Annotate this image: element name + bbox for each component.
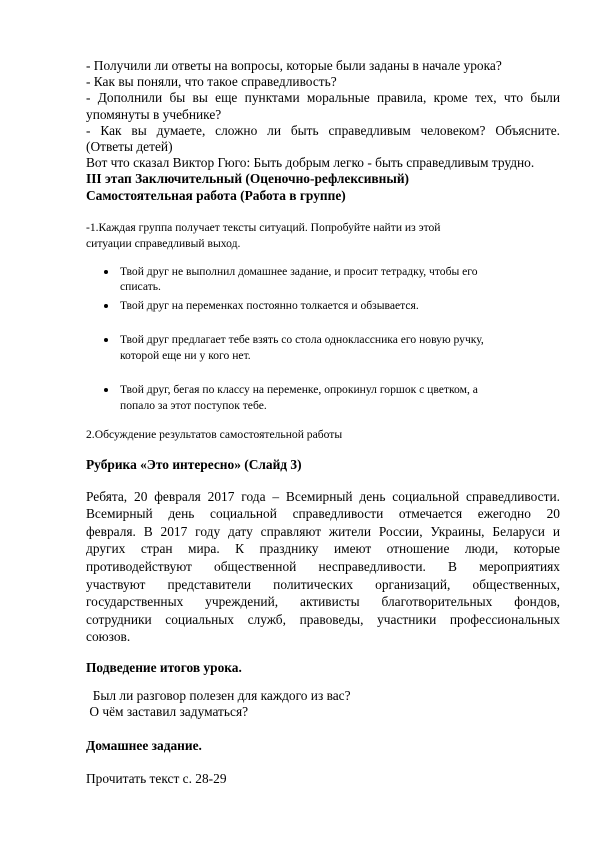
independent-work-title: Самостоятельная работа (Работа в группе) bbox=[86, 187, 346, 203]
question-line: - Получили ли ответы на вопросы, которые были заданы в начале урока? bbox=[86, 58, 502, 73]
homework-text: Прочитать текст с. 28-29 bbox=[86, 770, 227, 786]
hugo-quote: Вот что сказал Виктор Гюго: Быть добрым легко - быть справедливым трудно. bbox=[86, 155, 535, 171]
situation-item: Твой друг, бегая по классу на переменке, опрокинул горшок с цветком, а попало за этот поступок тебе. bbox=[86, 382, 560, 413]
question-line: - Дополнили бы вы еще пунктами моральные правила, кроме тех, что были bbox=[86, 90, 560, 106]
bullet-icon bbox=[104, 388, 108, 392]
situation-item: Твой друг на переменках постоянно толкается и обзывается. bbox=[86, 298, 560, 314]
task-intro-line: ситуации справедливый выход. bbox=[86, 236, 241, 250]
situation-item: Твой друг не выполнил домашнее задание, и просит тетрадку, чтобы его списать. bbox=[86, 264, 560, 295]
task-intro-line: -1.Каждая группа получает тексты ситуаций. Попробуйте найти из этой bbox=[86, 220, 441, 234]
bullet-icon bbox=[104, 338, 108, 342]
bullet-icon bbox=[104, 304, 108, 308]
situation-item: Твой друг предлагает тебе взять со стола одноклассника его новую ручку, которой еще ни у кого нет. bbox=[86, 332, 560, 363]
bullet-icon bbox=[104, 270, 108, 274]
document-page bbox=[86, 58, 560, 787]
homework-title: Домашнее задание. bbox=[86, 738, 202, 754]
summary-question: Был ли разговор полезен для каждого из вас? bbox=[86, 688, 351, 704]
question-line: - Как вы поняли, что такое справедливость? bbox=[86, 74, 337, 90]
situations-list bbox=[86, 264, 560, 414]
rubric-paragraph: Ребята, 20 февраля 2017 года – Всемирный день социальной справедливости. Всемирный день социальной справедливости отмечается ежегодно 20 февраля. В 2017 году дату справляют жители России, Украины, Беларуси и других стран мира. К празднику имеют отношение люди, которые противодействуют общественной несправедливости. В мероприятиях участвуют представители политических организаций, общественных, государственных учреждений, активисты благотворительных фондов, сотрудники социальных служб, правоведы, участники профессиональных союзов. bbox=[86, 488, 560, 645]
stage-title: III этап Заключительный (Оценочно-рефлексивный) bbox=[86, 171, 409, 187]
question-line: - Как вы думаете, сложно ли быть справедливым человеком? Объясните. bbox=[86, 122, 560, 138]
summary-question: О чём заставил задуматься? bbox=[86, 704, 249, 720]
rubric-title: Рубрика «Это интересно» (Слайд 3) bbox=[86, 457, 302, 473]
discussion-line: 2.Обсуждение результатов самостоятельной работы bbox=[86, 428, 343, 442]
answer-note: (Ответы детей) bbox=[86, 139, 173, 155]
question-line: упомянуты в учебнике? bbox=[86, 106, 222, 122]
summary-title: Подведение итогов урока. bbox=[86, 659, 242, 675]
questions-block bbox=[86, 58, 560, 171]
